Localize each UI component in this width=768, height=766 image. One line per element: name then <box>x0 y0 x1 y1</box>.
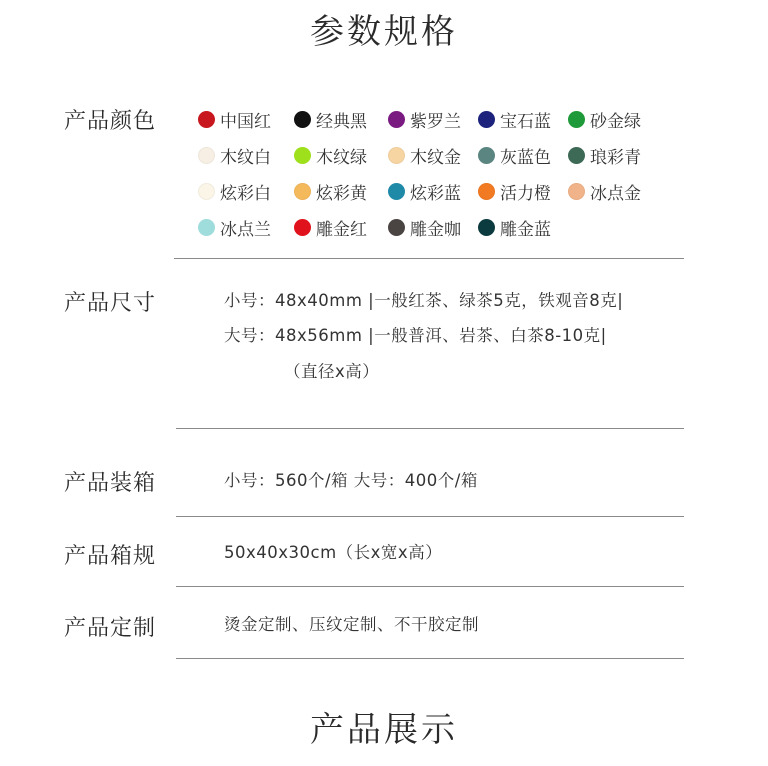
color-dot <box>568 183 585 200</box>
color-dot <box>198 111 215 128</box>
color-name: 紫罗兰 <box>410 112 461 132</box>
packing-text: 小号：560个/箱 大号：400个/箱 <box>224 471 478 490</box>
size-label: 产品尺寸 <box>64 291 157 316</box>
size-small-line: 小号：48x40mm |一般红茶、绿茶5克，铁观音8克| <box>224 291 624 310</box>
color-dot <box>388 147 405 164</box>
color-swatch <box>198 107 271 132</box>
color-dot <box>478 183 495 200</box>
color-name: 琅彩青 <box>590 148 641 168</box>
color-swatch <box>198 179 271 204</box>
color-dot <box>568 111 585 128</box>
color-name: 宝石蓝 <box>500 112 551 132</box>
color-name: 木纹金 <box>410 148 461 168</box>
color-swatch <box>198 215 271 240</box>
divider <box>176 586 684 587</box>
color-swatch <box>568 179 641 204</box>
color-swatch <box>478 143 551 168</box>
size-note: （直径x高） <box>284 362 380 381</box>
color-name: 雕金红 <box>316 220 367 240</box>
color-dot <box>294 219 311 236</box>
color-name: 经典黑 <box>316 112 367 132</box>
color-dot <box>388 111 405 128</box>
color-dot <box>198 147 215 164</box>
color-name: 灰蓝色 <box>500 148 551 168</box>
color-swatch <box>568 107 641 132</box>
color-swatch <box>478 179 551 204</box>
color-name: 雕金蓝 <box>500 220 551 240</box>
color-name: 炫彩白 <box>220 184 271 204</box>
color-name: 雕金咖 <box>410 220 461 240</box>
color-swatch <box>568 143 641 168</box>
color-swatch <box>294 215 367 240</box>
color-dot <box>478 147 495 164</box>
color-name: 木纹绿 <box>316 148 367 168</box>
box-text: 50x40x30cm（长x宽x高） <box>224 543 443 562</box>
color-swatch <box>388 143 461 168</box>
color-name: 砂金绿 <box>590 112 641 132</box>
color-name: 冰点金 <box>590 184 641 204</box>
color-dot <box>388 183 405 200</box>
divider <box>176 428 684 429</box>
color-dot <box>198 219 215 236</box>
color-swatch <box>388 107 461 132</box>
custom-label: 产品定制 <box>64 616 157 641</box>
color-name: 炫彩黄 <box>316 184 367 204</box>
color-swatch <box>388 179 461 204</box>
packing-label: 产品装箱 <box>64 471 157 496</box>
color-dot <box>568 147 585 164</box>
color-swatch <box>478 107 551 132</box>
color-name: 木纹白 <box>220 148 271 168</box>
color-dot <box>388 219 405 236</box>
color-dot <box>294 111 311 128</box>
color-swatch <box>198 143 271 168</box>
color-name: 活力橙 <box>500 184 551 204</box>
color-name: 冰点兰 <box>220 220 271 240</box>
color-dot <box>294 183 311 200</box>
color-dot <box>294 147 311 164</box>
divider <box>176 658 684 659</box>
custom-text: 烫金定制、压纹定制、不干胶定制 <box>224 615 479 634</box>
color-name: 中国红 <box>220 112 271 132</box>
color-dot <box>478 111 495 128</box>
size-large-line: 大号：48x56mm |一般普洱、岩茶、白茶8-10克| <box>224 326 607 345</box>
color-dot <box>478 219 495 236</box>
color-swatch <box>294 179 367 204</box>
divider <box>174 258 684 259</box>
footer-title: 产品展示 <box>310 710 458 750</box>
divider <box>176 516 684 517</box>
color-dot <box>198 183 215 200</box>
page-title: 参数规格 <box>310 12 458 52</box>
color-swatch <box>388 215 461 240</box>
color-name: 炫彩蓝 <box>410 184 461 204</box>
color-swatch <box>478 215 551 240</box>
color-label: 产品颜色 <box>64 109 157 134</box>
color-swatch <box>294 143 367 168</box>
box-label: 产品箱规 <box>64 544 157 569</box>
color-swatch <box>294 107 367 132</box>
